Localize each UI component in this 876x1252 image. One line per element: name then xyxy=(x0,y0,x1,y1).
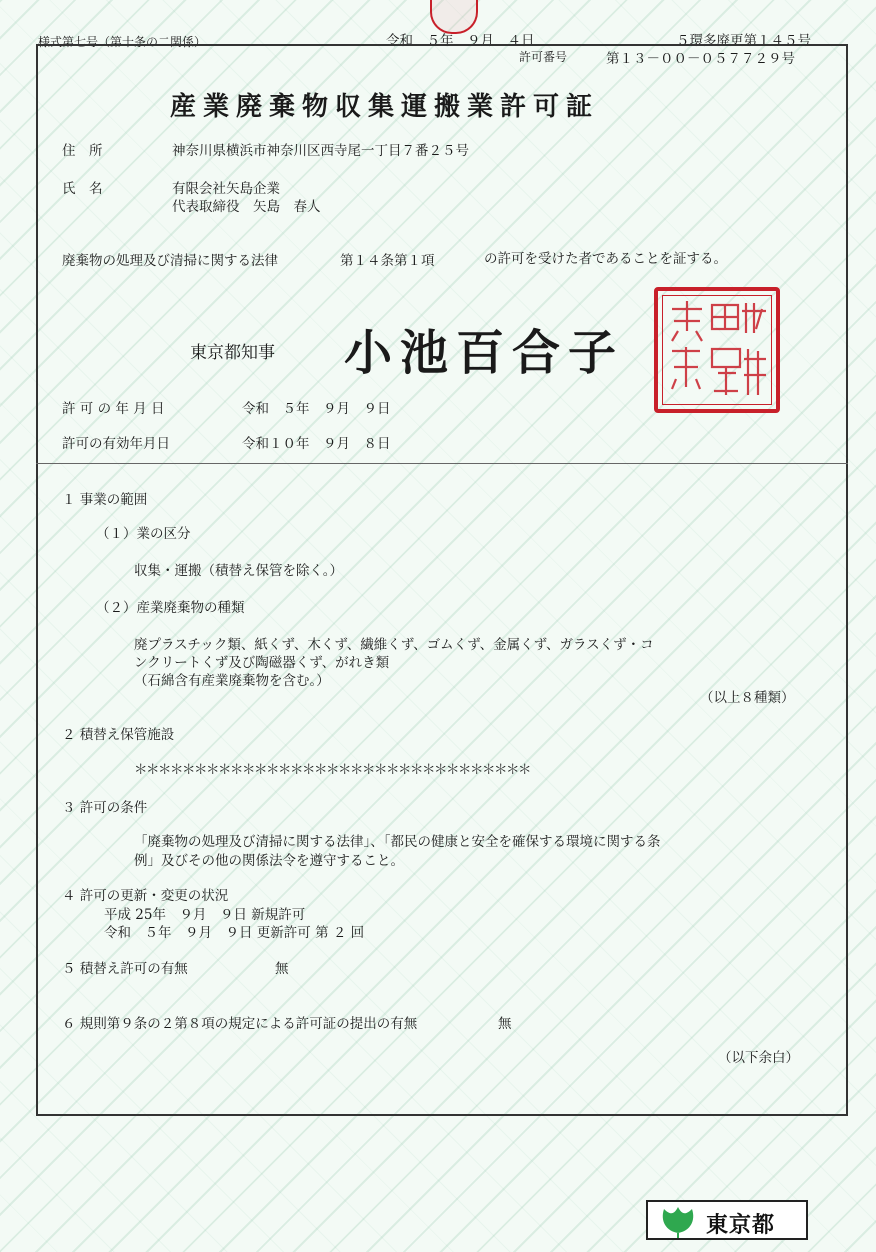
valid-date-label: 許可の有効年月日 xyxy=(62,436,170,452)
law-name: 廃棄物の処理及び清掃に関する法律 xyxy=(62,253,278,269)
renewal-history-line-2: 令和 ５年 ９月 ９日 更新許可 第 ２ 回 xyxy=(104,925,365,941)
permit-number-label: 許可番号 xyxy=(519,50,568,64)
storage-facility-value: ＊＊＊＊＊＊＊＊＊＊＊＊＊＊＊＊＊＊＊＊＊＊＊＊＊＊＊＊＊＊＊＊＊ xyxy=(134,762,530,778)
conditions-line-1: 「廃棄物の処理及び清掃に関する法律」、「都民の健康と安全を確保する環境に関する条 xyxy=(134,834,661,850)
company-name: 有限会社矢島企業 xyxy=(172,181,280,197)
end-of-document-note: （以下余白） xyxy=(718,1050,799,1066)
reference-number: ５環多廃更第１４５号 xyxy=(676,33,811,49)
permit-date: 令和 ５年 ９月 ９日 xyxy=(242,401,391,417)
official-seal xyxy=(654,287,780,413)
address-label: 住 所 xyxy=(62,143,103,159)
ginkgo-leaf-icon xyxy=(658,1203,698,1239)
section-4-heading: ４ 許可の更新・変更の状況 xyxy=(62,888,229,904)
waste-types-heading: （２）産業廃棄物の種類 xyxy=(96,600,245,616)
waste-types-line-3: （石綿含有産業廃棄物を含む。） xyxy=(134,673,330,689)
submission-value: 無 xyxy=(498,1016,512,1032)
section-6-heading: ６ 規則第９条の２第８項の規定による許可証の提出の有無 xyxy=(62,1016,418,1032)
issuer-title: 東京都知事 xyxy=(190,343,275,363)
tokyo-metropolitan-logo xyxy=(646,1200,808,1240)
section-divider xyxy=(36,463,848,464)
address-value: 神奈川県横浜市神奈川区西寺尾一丁目７番２５号 xyxy=(172,143,469,159)
representative-name: 代表取締役 矢島 春人 xyxy=(172,199,321,215)
section-3-heading: ３ 許可の条件 xyxy=(62,800,148,816)
law-article: 第１４条第１項 xyxy=(340,253,435,269)
section-5-heading: ５ 積替え許可の有無 xyxy=(62,961,188,977)
business-category-heading: （１）業の区分 xyxy=(96,526,191,542)
valid-date: 令和１０年 ９月 ８日 xyxy=(242,436,391,452)
permit-number: 第１３－００－０５７７２９号 xyxy=(606,51,795,67)
waste-types-line-2: ンクリートくず及び陶磁器くず、がれき類 xyxy=(134,655,390,671)
certify-statement: の許可を受けた者であることを証する。 xyxy=(484,251,727,267)
tokyo-logo-text: 東京都 xyxy=(706,1213,776,1238)
issue-date: 令和 ５年 ９月 ４日 xyxy=(386,33,535,49)
section-2-heading: ２ 積替え保管施設 xyxy=(62,727,175,743)
waste-types-count: （以上８種類） xyxy=(700,690,795,706)
conditions-line-2: 例」及びその他の関係法令を遵守すること。 xyxy=(134,853,404,869)
business-category-value: 収集・運搬（積替え保管を除く。） xyxy=(134,563,343,579)
waste-types-line-1: 廃プラスチック類、紙くず、木くず、繊維くず、ゴムくず、金属くず、ガラスくず・コ xyxy=(134,637,654,653)
renewal-history-line-1: 平成 25年 ９月 ９日 新規許可 xyxy=(104,907,306,923)
name-label: 氏 名 xyxy=(62,181,103,197)
governor-signature: 小池百合子 xyxy=(344,325,625,381)
section-1-heading: １ 事業の範囲 xyxy=(62,492,148,508)
certificate-title: 産業廃棄物収集運搬業許可証 xyxy=(170,92,600,122)
certificate-frame xyxy=(36,44,848,1116)
transfer-permit-value: 無 xyxy=(275,961,289,977)
permit-date-label: 許 可 の 年 月 日 xyxy=(62,401,165,417)
seal-glyph-pattern xyxy=(658,291,776,409)
form-number: 様式第七号（第十条の二関係） xyxy=(38,35,207,49)
